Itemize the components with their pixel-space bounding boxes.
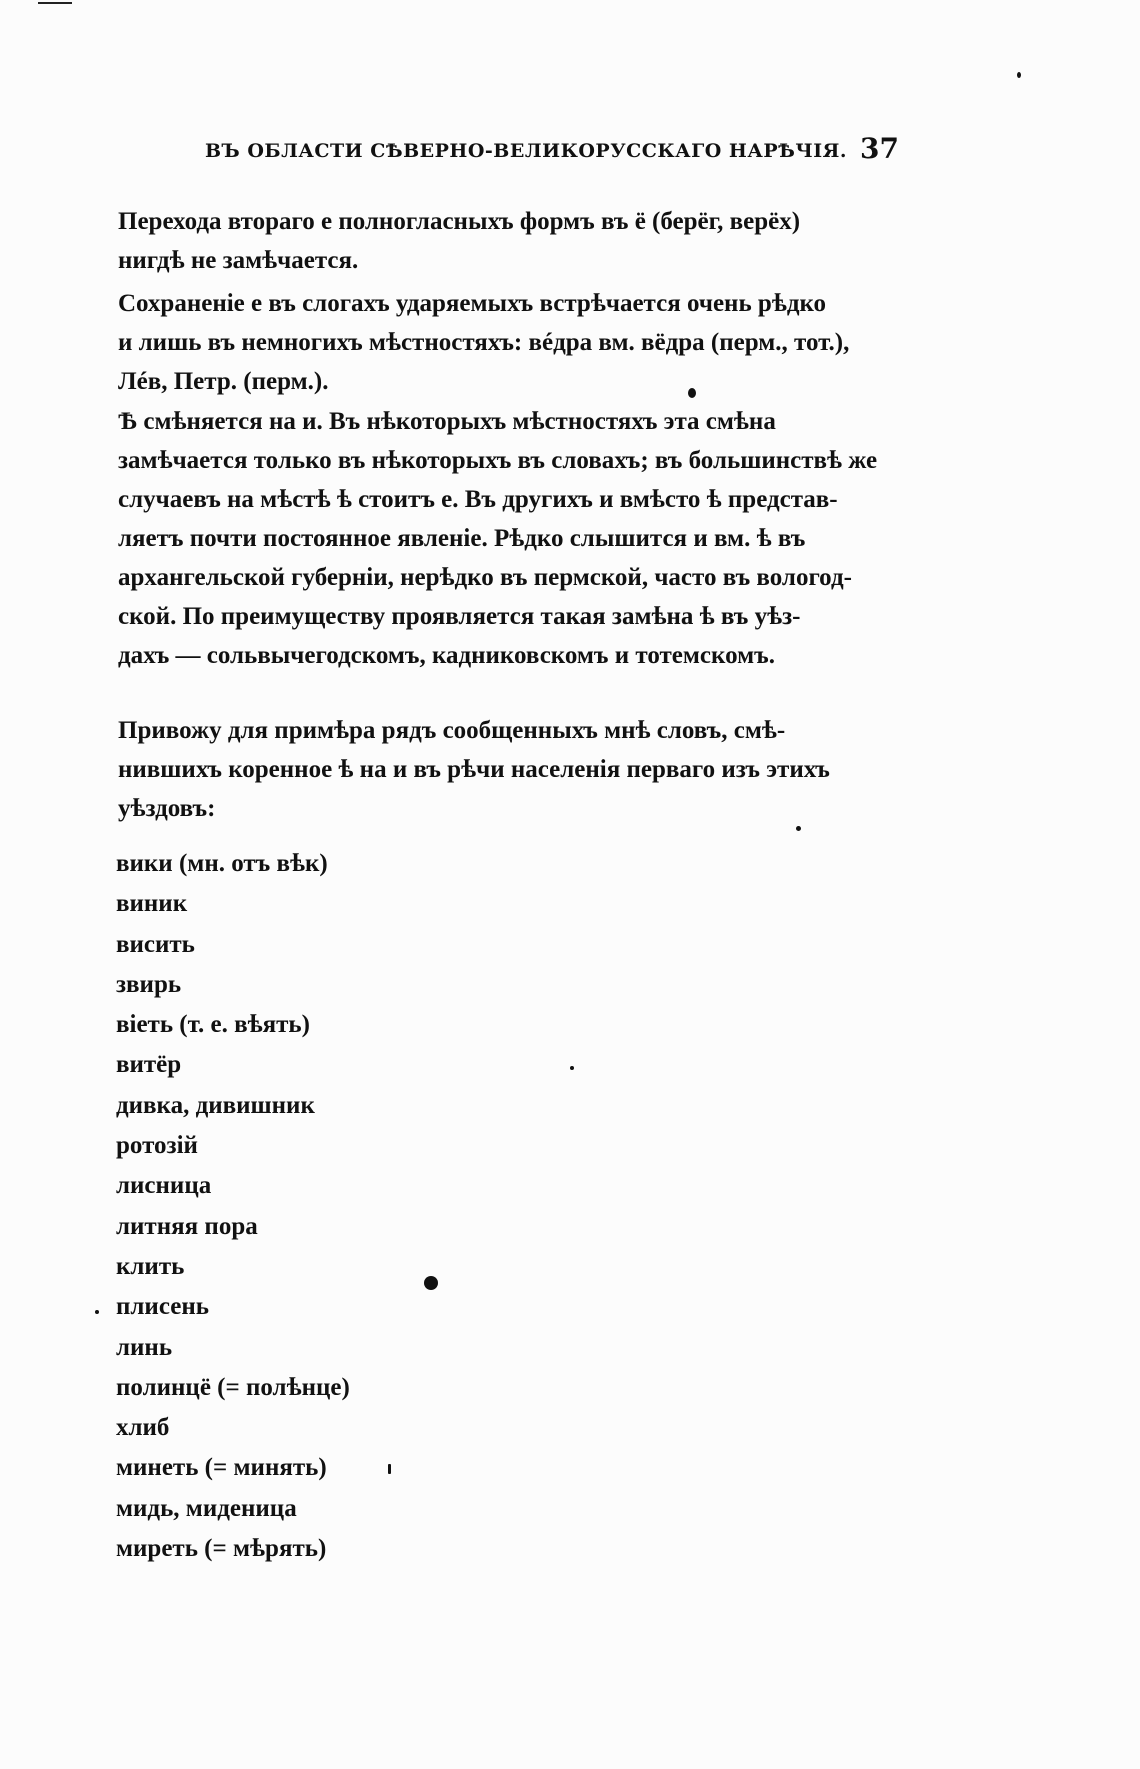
list-item: мидь, миденица xyxy=(116,1494,297,1522)
list-item: ротозій xyxy=(116,1132,198,1160)
paragraph-line: нигдѣ не замѣчается. xyxy=(118,247,359,274)
ink-speck xyxy=(570,1066,574,1070)
ink-speck xyxy=(1017,72,1021,78)
ink-speck xyxy=(796,826,801,831)
list-item: полинцё (= полѣнце) xyxy=(116,1373,350,1401)
list-item: линь xyxy=(116,1333,173,1361)
paragraph-line: замѣчается только въ нѣкоторыхъ въ словахъ; въ большинствѣ же xyxy=(118,447,878,474)
paragraph-line: дахъ — сольвычегодскомъ, кадниковскомъ и тотемскомъ. xyxy=(118,642,775,669)
list-item: віеть (т. е. вѣять) xyxy=(116,1011,310,1039)
page-number: 37 xyxy=(860,132,899,165)
list-item: плисень xyxy=(116,1293,209,1321)
running-title: ВЪ ОБЛАСТИ СѢВЕРНО-ВЕЛИКОРУССКАГО НАРѢЧІЯ. xyxy=(205,140,847,162)
word-list xyxy=(116,844,350,1569)
list-item: минеть (= минять) xyxy=(116,1454,327,1482)
paragraph-line: нившихъ коренное ѣ на и въ рѣчи населенія перваго изъ этихъ xyxy=(118,756,830,783)
list-item: хлиб xyxy=(116,1414,170,1442)
list-item: витёр xyxy=(116,1051,182,1079)
ink-speck xyxy=(95,1310,99,1314)
list-item: звирь xyxy=(116,970,182,998)
paragraph-line: и лишь въ немногихъ мѣстностяхъ: вéдра вм. вёдра (перм., тот.), xyxy=(118,329,850,356)
paragraph-line: уѣздовъ: xyxy=(118,795,216,822)
list-item: висить xyxy=(116,930,195,958)
ink-blot xyxy=(424,1276,438,1290)
ink-speck xyxy=(688,388,696,398)
list-item: клить xyxy=(116,1252,185,1280)
paragraph-4 xyxy=(118,711,908,828)
list-item: вики (мн. отъ вѣк) xyxy=(116,850,328,877)
top-edge-rule xyxy=(38,2,72,4)
paragraph-line: Ѣ смѣняется на и. Въ нѣкоторыхъ мѣстностяхъ эта смѣна xyxy=(118,408,776,435)
paragraph-2 xyxy=(118,284,908,401)
paragraph-3 xyxy=(118,402,908,675)
list-item: дивка, дивишник xyxy=(116,1091,315,1119)
list-item: литняя пора xyxy=(116,1212,258,1240)
paragraph-line: Сохраненіе е въ слогахъ ударяемыхъ встрѣчается очень рѣдко xyxy=(118,290,827,317)
paragraph-1 xyxy=(118,202,908,280)
paragraph-line: Привожу для примѣра рядъ сообщенныхъ мнѣ словъ, смѣ- xyxy=(118,717,786,744)
list-item: виник xyxy=(116,890,188,918)
ink-speck xyxy=(388,1464,391,1474)
paragraph-line: Перехода втораго е полногласныхъ формъ въ ё (берёг, верёх) xyxy=(118,208,801,235)
paragraph-line: Лéв, Петр. (перм.). xyxy=(118,368,329,395)
paragraph-line: ской. По преимуществу проявляется такая замѣна ѣ въ уѣз- xyxy=(118,603,801,630)
list-item: лисница xyxy=(116,1172,212,1200)
paragraph-line: ляетъ почти постоянное явленіе. Рѣдко слышится и вм. ѣ въ xyxy=(118,525,806,552)
paragraph-line: архангельской губерніи, нерѣдко въ пермской, часто въ вологод- xyxy=(118,564,852,591)
list-item: миреть (= мѣрять) xyxy=(116,1535,327,1563)
paragraph-line: случаевъ на мѣстѣ ѣ стоитъ е. Въ другихъ и вмѣсто ѣ представ- xyxy=(118,486,838,513)
